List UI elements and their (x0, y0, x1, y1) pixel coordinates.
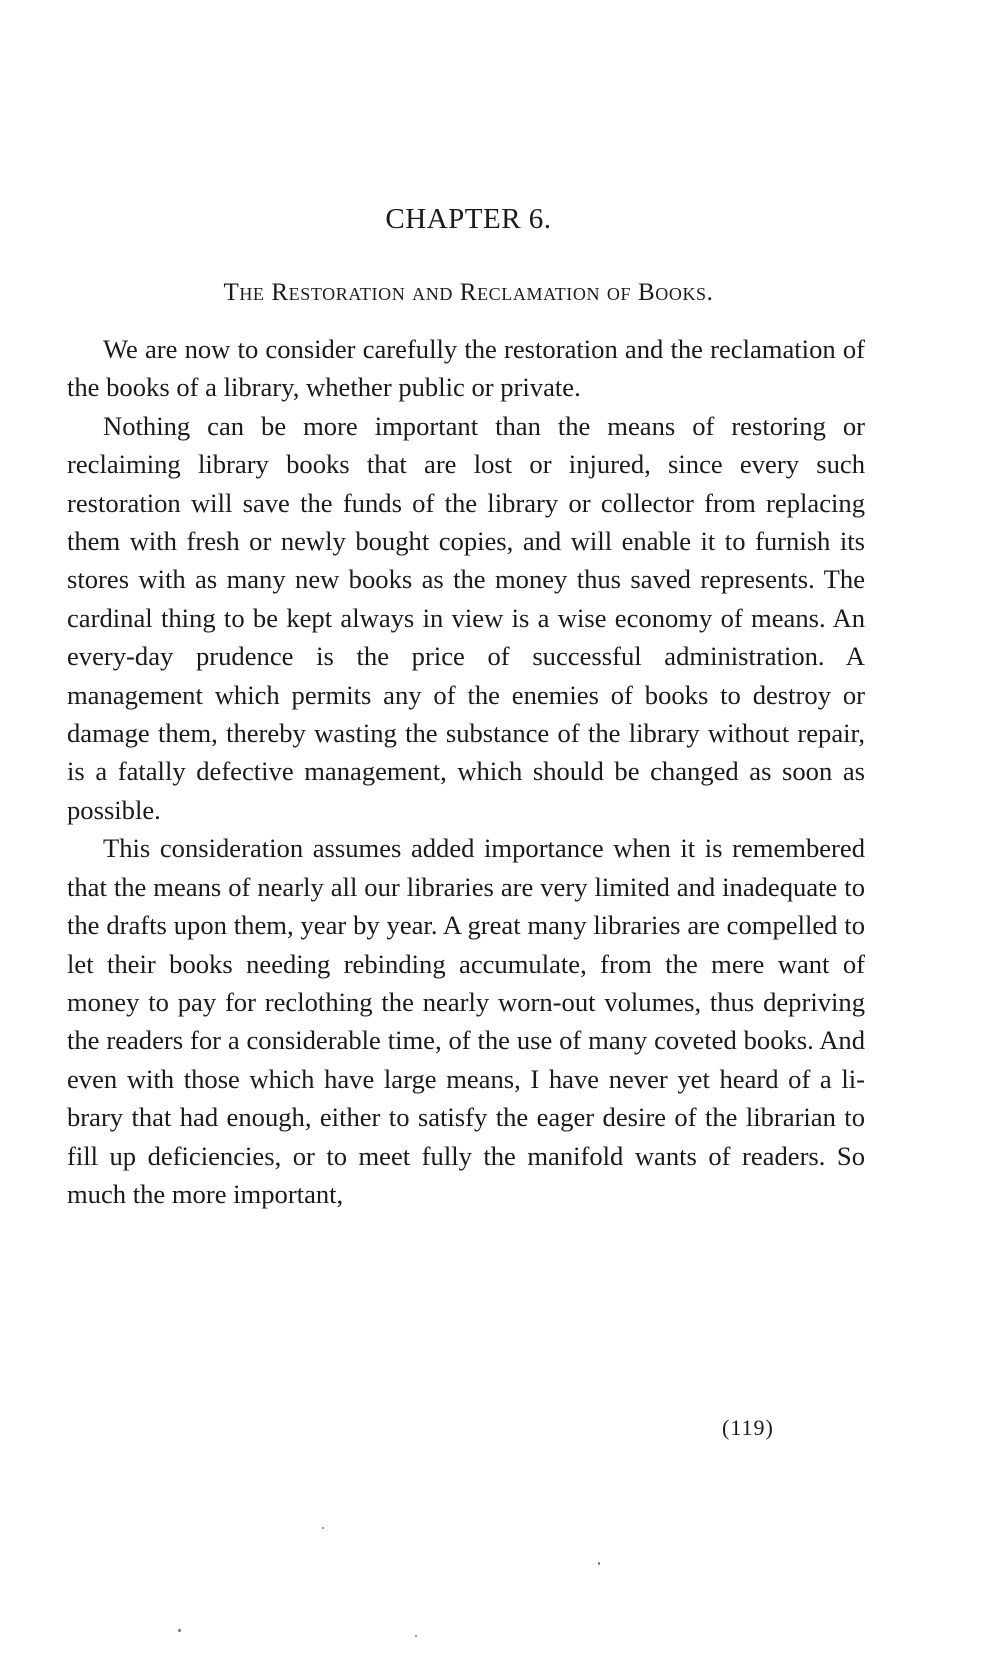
paragraph-3: This consideration assumes added importance when it is remembered that the means of nearly all our libraries are very limited and inadequate to the drafts upon them, year by year. A great many libraries are compelled to let their books needing rebinding accumulate, from the mere want of money to pay for reclothing the nearly worn-out volumes, thus depriving the readers for a considerable time, of the use of many coveted books. And even with those which have large means, I have never yet heard of a library that had enough, either to satisfy the eager desire of the librarian to fill up deficiencies, or to meet fully the manifold wants of readers. So much the more important, (67, 833, 865, 1209)
chapter-title: The Restoration and Reclamation of Books. (223, 279, 714, 306)
paper-speck (322, 1527, 324, 1529)
paper-speck (178, 1629, 181, 1632)
page-number: (119) (722, 1415, 774, 1440)
body-text (67, 330, 865, 1213)
paragraph-2: Nothing can be more important than the means of restoring or reclaiming library books that are lost or injured, since every such restoration will save the funds of the library or collector from replacing them with fresh or newly bought copies, and will enable it to furnish its stores with as many new books as the money thus saved represents. The cardinal thing to be kept always in view is a wise economy of means. An every-day prudence is the price of successful administration. A management which permits any of the enemies of books to destroy or damage them, thereby wasting the substance of the library without repair, is a fatally defective management, which should be changed as soon as possible. (67, 410, 865, 825)
chapter-heading: CHAPTER 6. (385, 203, 552, 235)
paper-speck (598, 1562, 600, 1565)
paragraph-1: We are now to consider carefully the restoration and the reclamation of the books of a library, whether public or private. (67, 334, 865, 403)
paper-speck (415, 1635, 417, 1637)
